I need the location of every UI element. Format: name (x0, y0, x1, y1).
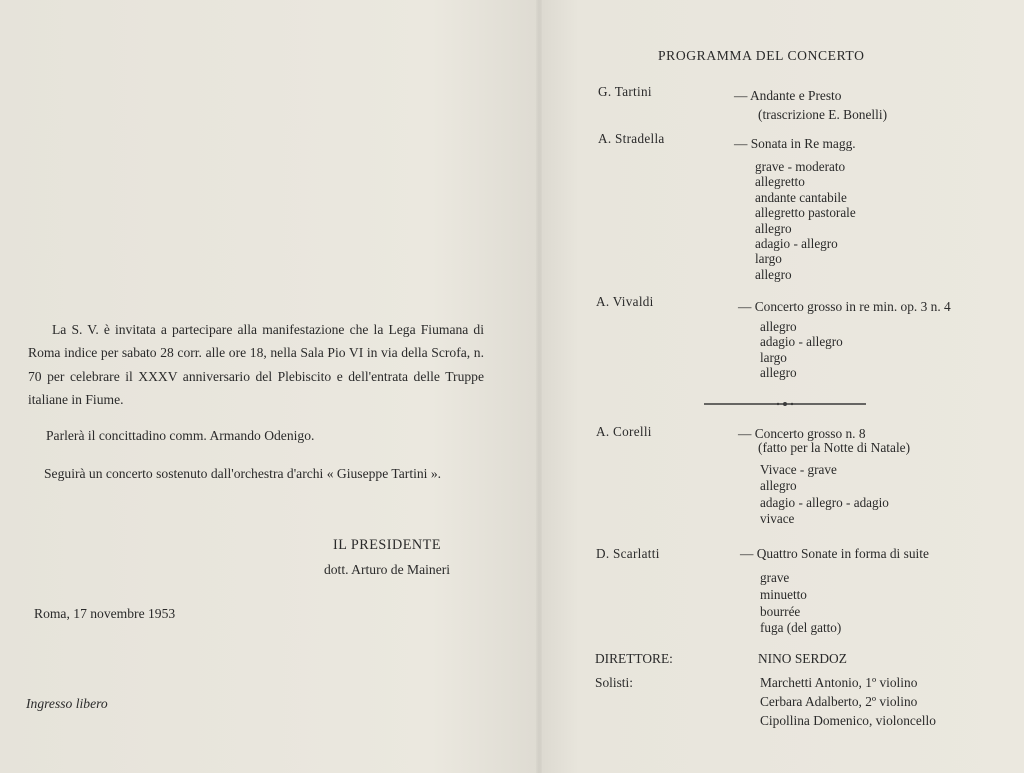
movement: Vivace - grave (760, 462, 837, 477)
movement: adagio - allegro (755, 236, 838, 252)
composer-scarlatti: D. Scarlatti (596, 546, 660, 561)
work-note-tartini: (trascrizione E. Bonelli) (758, 107, 888, 122)
signature-name: dott. Arturo de Maineri (323, 562, 451, 577)
movement: adagio - allegro (760, 334, 843, 350)
movement: adagio - allegro - adagio (760, 494, 889, 510)
movement: vivace (760, 511, 795, 527)
place-date: Roma, 17 novembre 1953 (34, 606, 176, 621)
movement: fuga (del gatto) (760, 620, 842, 636)
soloists-list (760, 673, 936, 731)
work-stradella: — Sonata in Re magg. (734, 136, 856, 151)
work-vivaldi: — Concerto grosso in re min. op. 3 n. 4 (738, 299, 951, 314)
signature-title: IL PRESIDENTE (332, 537, 442, 553)
work-scarlatti: — Quattro Sonate in forma di suite (740, 546, 929, 561)
movement: grave - moderato (755, 159, 846, 174)
movement: allegretto (755, 174, 805, 190)
movement: grave (760, 570, 790, 585)
movement: largo (755, 251, 782, 267)
movement: largo (760, 349, 787, 365)
movements-stradella (755, 159, 856, 282)
speaker-line: Parlerà il concittadino comm. Armando Odenigo. (46, 428, 315, 443)
soloist: Cipollina Domenico, violoncello (760, 713, 936, 729)
soloist: Marchetti Antonio, 1º violino (760, 675, 918, 690)
movements-vivaldi (760, 319, 843, 381)
movements-corelli (760, 462, 889, 528)
soloists-label: Solisti: (595, 675, 633, 690)
page-fold (536, 0, 542, 773)
movement: allegro (755, 266, 792, 282)
conductor-label: DIRETTORE: (595, 651, 673, 666)
composer-stradella: A. Stradella (598, 131, 665, 146)
composer-tartini: G. Tartini (598, 84, 652, 99)
concert-note: Seguirà un concerto sostenuto dall'orchestra d'archi « Giuseppe Tartini ». (44, 466, 442, 481)
programme-title: PROGRAMMA DEL CONCERTO (658, 48, 865, 63)
movement: andante cantabile (755, 189, 847, 205)
entry-note: Ingresso libero (26, 696, 108, 711)
work-note-corelli: (fatto per la Notte di Natale) (758, 440, 911, 455)
ornamental-divider (704, 402, 866, 406)
movement: allegro (760, 319, 797, 334)
movement: allegro (755, 220, 792, 236)
composer-corelli: A. Corelli (596, 424, 652, 439)
work-tartini: — Andante e Presto (734, 88, 842, 103)
movement: allegretto pastorale (755, 205, 856, 221)
soloist: Cerbara Adalberto, 2º violino (760, 694, 918, 710)
movements-scarlatti (760, 570, 841, 637)
movement: minuetto (760, 586, 807, 602)
work-corelli: — Concerto grosso n. 8 (738, 426, 866, 441)
movement: allegro (760, 365, 797, 381)
invitation-paragraph: La S. V. è invitata a partecipare alla manifestazione che la Lega Fiumana di Roma indice per sabato 28 corr. alle ore 18, nella Sala Pio VI in via della Scrofa, n. 70 per celebrare il XXXV anniversario del Plebiscito e dell'entrata delle Truppe italiane in Fiume. (28, 322, 484, 408)
movement: bourrée (760, 603, 801, 619)
composer-vivaldi: A. Vivaldi (596, 294, 654, 309)
signature-block (306, 537, 468, 578)
conductor-name: NINO SERDOZ (758, 651, 847, 666)
movement: allegro (760, 478, 797, 494)
